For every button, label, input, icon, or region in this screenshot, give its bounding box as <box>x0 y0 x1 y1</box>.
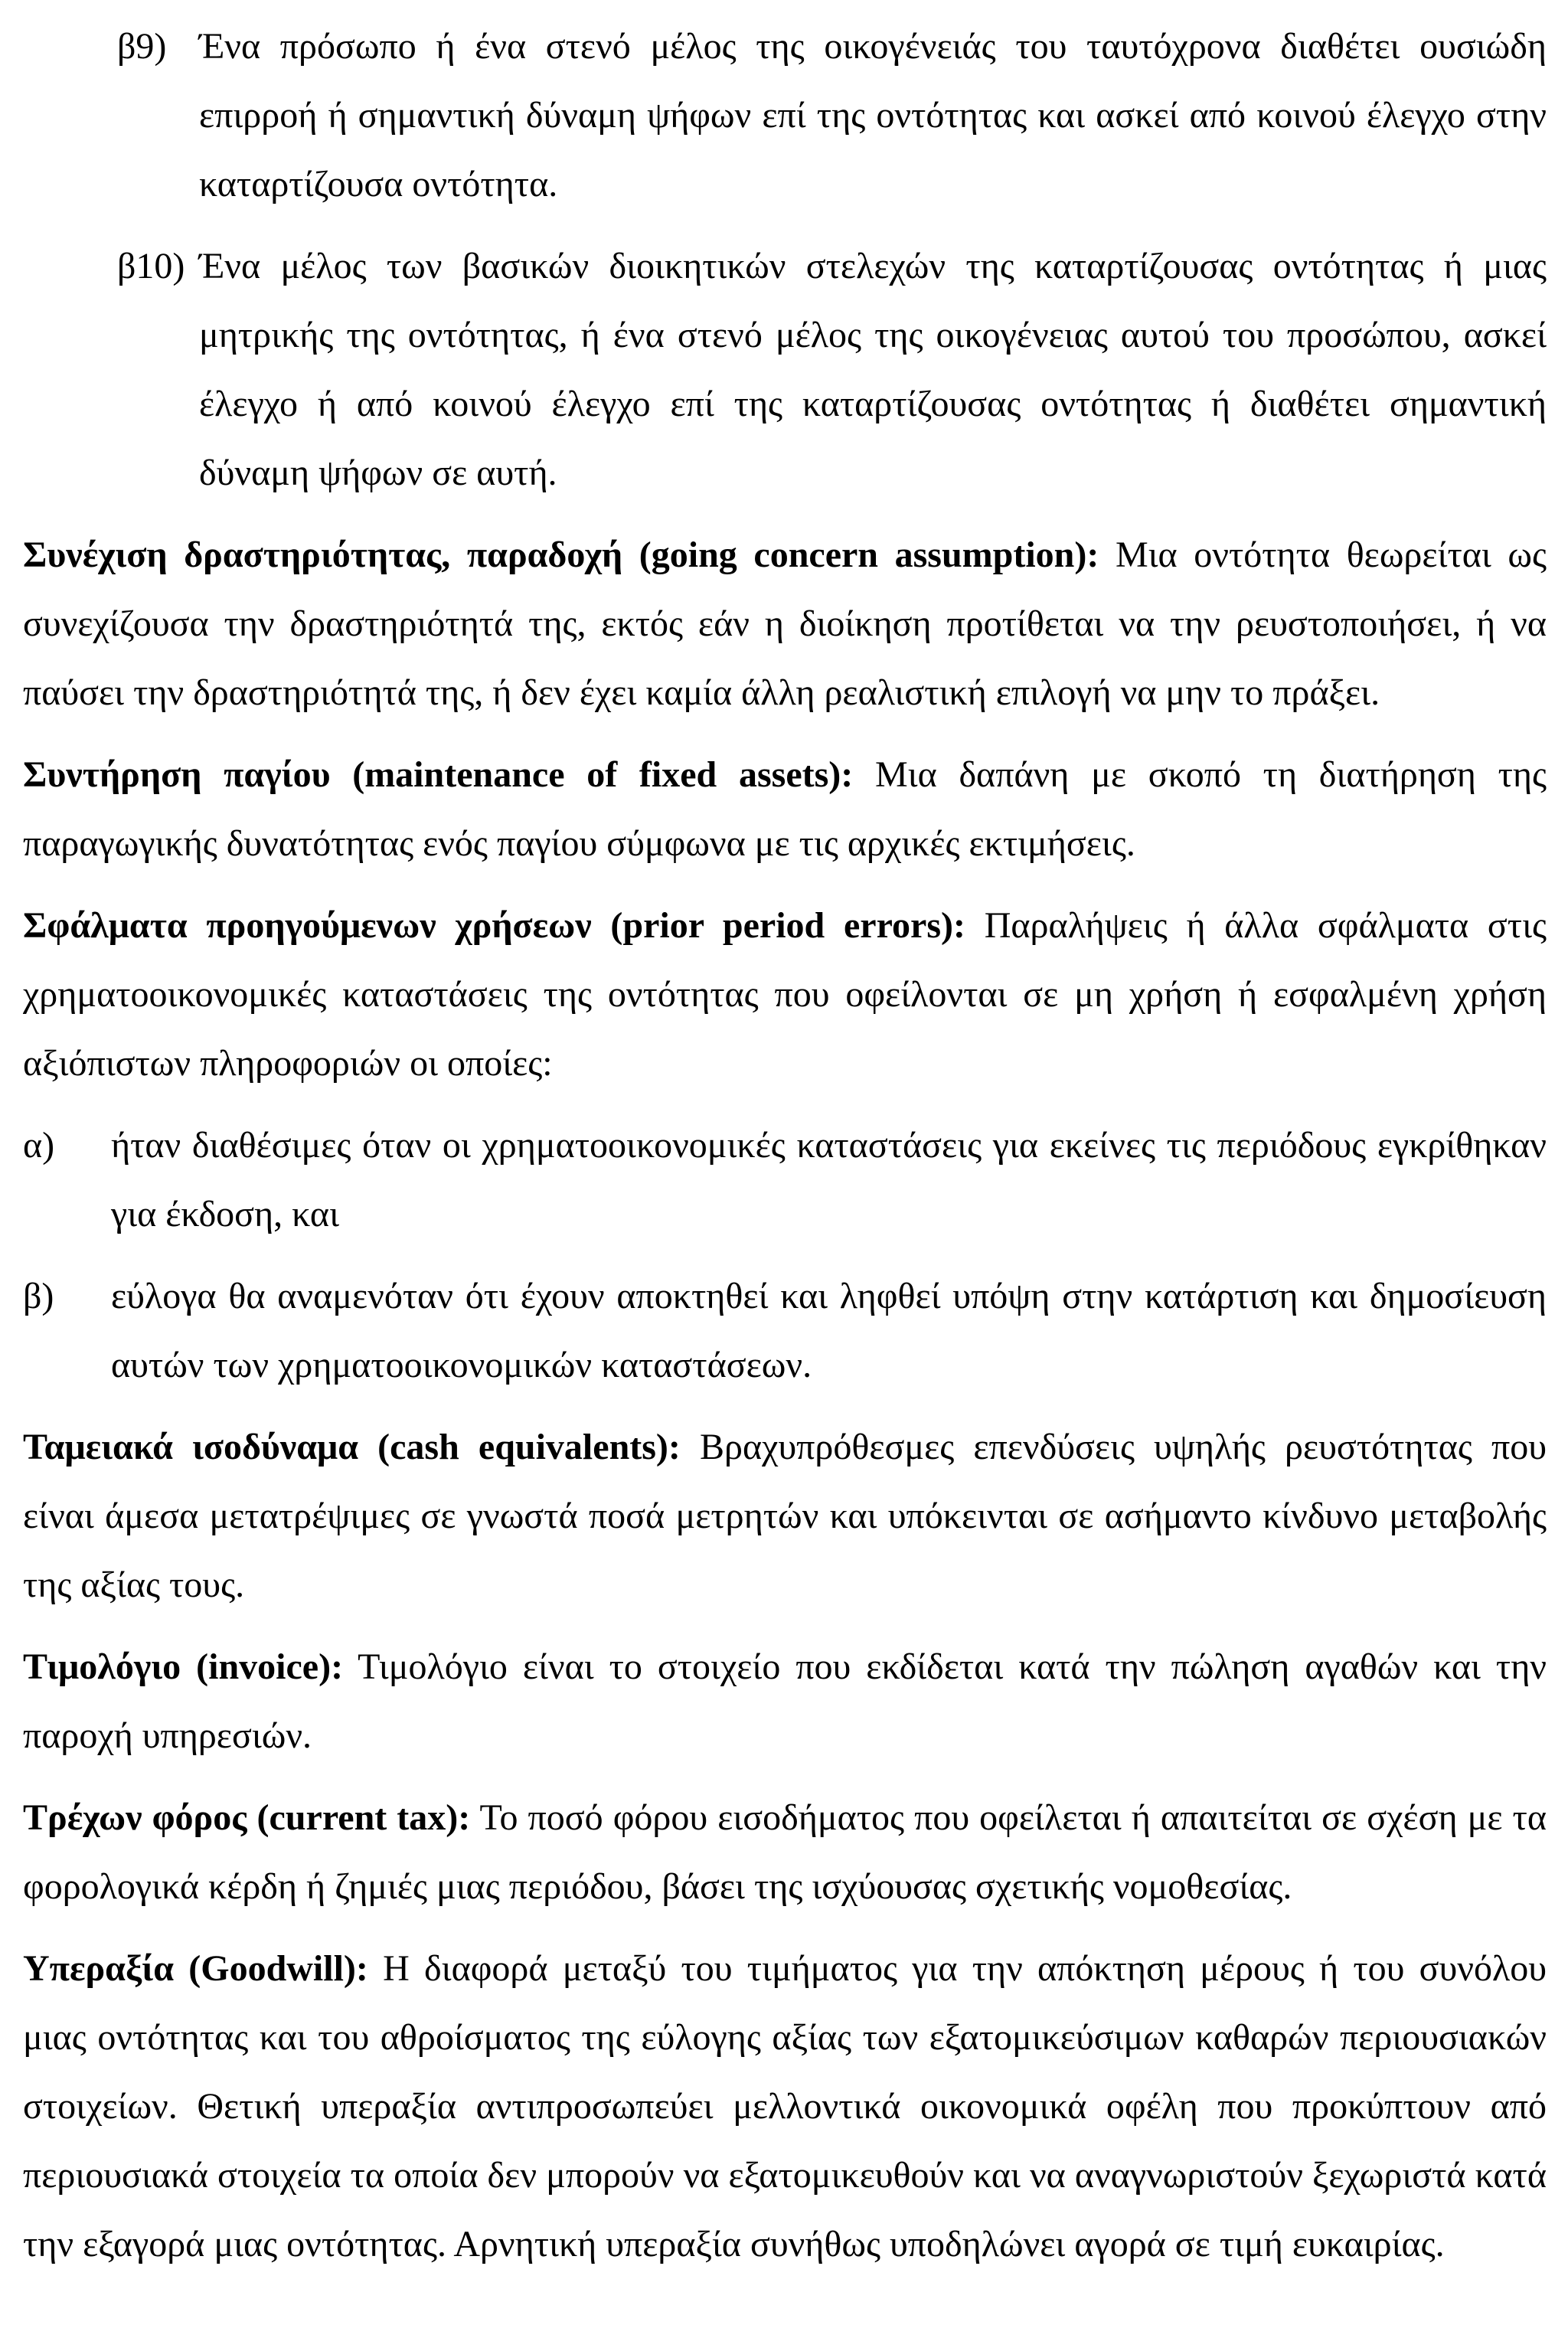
definition-goodwill <box>23 1934 1547 2279</box>
definition-term: Ταμειακά ισοδύναμα (cash equivalents): <box>23 1427 681 1467</box>
definition-body: Τιμολόγιο είναι το στοιχείο που εκδίδεται κατά την πώληση αγαθών και την παροχή υπηρεσιών. <box>23 1646 1547 1756</box>
list-item-b10 <box>117 232 1547 508</box>
list-item-text: ήταν διαθέσιμες όταν οι χρηματοοικονομικές καταστάσεις για εκείνες τις περιόδους εγκρίθηκαν για έκδοση, και <box>111 1125 1547 1234</box>
list-item-label: β) <box>23 1276 54 1316</box>
list-item-text: εύλογα θα αναμενόταν ότι έχουν αποκτηθεί και ληφθεί υπόψη στην κατάρτιση και δημοσίευση αυτών των χρηματοοικονομικών καταστάσεων. <box>111 1276 1547 1385</box>
definition-body: Παραλήψεις ή άλλα σφάλματα στις χρηματοοικονομικές καταστάσεις της οντότητας που οφείλονται σε μη χρήση ή εσφαλμένη χρήση αξιόπιστων πληροφοριών οι οποίες: <box>23 905 1547 1084</box>
definition-body: Η διαφορά μεταξύ του τιμήματος για την απόκτηση μέρους ή του συνόλου μιας οντότητας και του αθροίσματος της εύλογης αξίας των εξατομικεύσιμων καθαρών περιουσιακών στοιχείων. Θετική υπεραξία αντιπροσωπεύει μελλοντικά οικονομικά οφέλη που προκύπτουν από περιουσιακά στοιχεία τα οποία δεν μπορούν να εξατομικευθούν και να αναγνωριστούν ξεχωριστά κατά την εξαγορά μιας οντότητας. Αρνητική υπεραξία συνήθως υποδηλώνει αγορά σε τιμή ευκαιρίας. <box>23 1948 1547 2264</box>
definition-maintenance-of-fixed-assets <box>23 741 1547 878</box>
list-item-label: β10) <box>117 246 185 286</box>
definition-term: Συντήρηση παγίου (maintenance of fixed assets): <box>23 754 854 795</box>
definition-term: Συνέχιση δραστηριότητας, παραδοχή (going concern assumption): <box>23 535 1099 575</box>
definition-going-concern <box>23 521 1547 728</box>
list-item-label: α) <box>23 1125 55 1166</box>
definition-term: Τιμολόγιο (invoice): <box>23 1646 344 1687</box>
definition-term: Σφάλματα προηγούμενων χρήσεων (prior period errors): <box>23 905 965 946</box>
definition-term: Τρέχων φόρος (current tax): <box>23 1797 471 1838</box>
list-item-a <box>23 1111 1547 1249</box>
list-item-label: β9) <box>117 26 167 67</box>
list-item-b <box>23 1262 1547 1400</box>
definition-body: Βραχυπρόθεσμες επενδύσεις υψηλής ρευστότητας που είναι άμεσα μετατρέψιμες σε γνωστά ποσά μετρητών και υπόκεινται σε ασήμαντο κίνδυνο μεταβολής της αξίας τους. <box>23 1427 1547 1605</box>
definition-current-tax <box>23 1784 1547 1921</box>
definition-term: Υπεραξία (Goodwill): <box>23 1948 368 1989</box>
list-item-text: Ένα μέλος των βασικών διοικητικών στελεχών της καταρτίζουσας οντότητας ή μιας μητρικής της οντότητας, ή ένα στενό μέλος της οικογένειας αυτού του προσώπου, ασκεί έλεγχο ή από κοινού έλεγχο επί της καταρτίζουσας οντότητας ή διαθέτει σημαντική δύναμη ψήφων σε αυτή. <box>199 246 1547 493</box>
definition-body: Μια οντότητα θεωρείται ως συνεχίζουσα την δραστηριότητά της, εκτός εάν η διοίκηση προτίθεται να την ρευστοποιήσει, ή να παύσει την δραστηριότητά της, ή δεν έχει καμία άλλη ρεαλιστική επιλογή να μην το πράξει. <box>23 535 1547 713</box>
definition-body: Το ποσό φόρου εισοδήματος που οφείλεται ή απαιτείται σε σχέση με τα φορολογικά κέρδη ή ζημιές μιας περιόδου, βάσει της ισχύουσας σχετικής νομοθεσίας. <box>23 1797 1547 1907</box>
list-item-b9 <box>117 12 1547 219</box>
definition-invoice <box>23 1633 1547 1771</box>
list-item-text: Ένα πρόσωπο ή ένα στενό μέλος της οικογένειάς του ταυτόχρονα διαθέτει ουσιώδη επιρροή ή σημαντική δύναμη ψήφων επί της οντότητας και ασκεί από κοινού έλεγχο στην καταρτίζουσα οντότητα. <box>199 26 1547 204</box>
definition-prior-period-errors <box>23 891 1547 1098</box>
definition-cash-equivalents <box>23 1413 1547 1620</box>
definition-body: Μια δαπάνη με σκοπό τη διατήρηση της παραγωγικής δυνατότητας ενός παγίου σύμφωνα με τις αρχικές εκτιμήσεις. <box>23 754 1547 864</box>
